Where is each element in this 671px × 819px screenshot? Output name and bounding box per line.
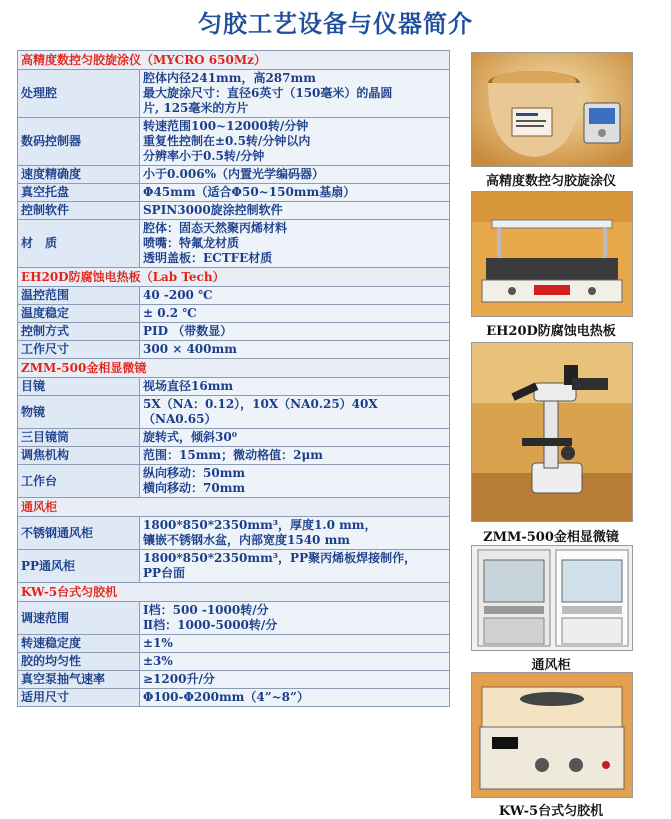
hotplate-photo [471, 191, 633, 317]
spec-label: 调速范围 [18, 602, 140, 635]
spec-row [18, 550, 450, 583]
spec-row [18, 118, 450, 166]
spec-value [140, 602, 450, 635]
spec-value-line: I档：500 -1000转/分 [143, 603, 269, 617]
spec-row [18, 305, 450, 323]
spec-value-line: Φ45mm（适合Φ50~150mm基扇） [143, 185, 356, 199]
spec-label: PP通风柜 [18, 550, 140, 583]
page-title: 匀胶工艺设备与仪器简介 [198, 10, 473, 38]
section-heading-row [18, 498, 450, 517]
spec-value-line: PID （带数显） [143, 324, 233, 338]
spec-value-line: 范围：15mm；微动格值：2μm [143, 448, 323, 462]
photo-caption-1: 高精度数控匀胶旋涂仪 [485, 174, 616, 189]
spec-label: 温度稳定 [18, 305, 140, 323]
spec-value-line: Ⅱ档：1000-5000转/分 [143, 618, 278, 632]
spec-row [18, 202, 450, 220]
spec-value-line: 旋转式，倾斜30⁰ [143, 430, 237, 444]
spec-value-line: 视场直径16mm [143, 379, 234, 393]
section-heading-row [18, 51, 450, 70]
spec-label: 调焦机构 [18, 447, 140, 465]
spec-value-line: 转速范围100~12000转/分钟 [143, 119, 309, 133]
spec-label: 处理腔 [18, 70, 140, 118]
spec-row [18, 220, 450, 268]
spec-label: 适用尺寸 [18, 689, 140, 707]
spec-value-line: 纵向移动：50mm [143, 466, 246, 480]
spec-label: 控制软件 [18, 202, 140, 220]
spec-value-line: PP台面 [143, 566, 186, 580]
spec-value-line: 重复性控制在±0.5转/分钟以内 [143, 134, 311, 148]
spec-label: 真空托盘 [18, 184, 140, 202]
spec-value-line: 腔体内径241mm，高287mm [143, 71, 316, 85]
spec-value [140, 202, 450, 220]
spec-label: 材 质 [18, 220, 140, 268]
spec-value [140, 671, 450, 689]
spec-value [140, 323, 450, 341]
spec-value [140, 70, 450, 118]
spec-value-line: ≥1200升/分 [143, 672, 215, 686]
spec-label: 工作尺寸 [18, 341, 140, 359]
spec-value-line: 1800*850*2350mm³，厚度1.0 mm， [143, 518, 377, 532]
photo-caption-5: KW-5台式匀胶机 [498, 804, 604, 819]
spec-value [140, 118, 450, 166]
spec-row [18, 517, 450, 550]
spec-row [18, 396, 450, 429]
spec-value [140, 653, 450, 671]
spec-value [140, 447, 450, 465]
spec-label: 工作台 [18, 465, 140, 498]
spec-label: 温控范围 [18, 287, 140, 305]
spec-value [140, 635, 450, 653]
spec-value [140, 429, 450, 447]
spec-label: 三目镜筒 [18, 429, 140, 447]
spec-value-line: 1800*850*2350mm³，PP聚丙烯板焊接制作， [143, 551, 417, 565]
spec-value-line: （NA0.65） [143, 412, 217, 426]
spec-label: 物镜 [18, 396, 140, 429]
spec-value-line: ± 0.2 ℃ [143, 306, 197, 320]
section-heading: ZMM-500金相显微镜 [18, 359, 450, 378]
spec-label: 转速稳定度 [18, 635, 140, 653]
spec-row [18, 429, 450, 447]
spec-row [18, 70, 450, 118]
spec-value-line: Φ100-Φ200mm（4”~8”） [143, 690, 309, 704]
spec-value [140, 550, 450, 583]
spec-label: 控制方式 [18, 323, 140, 341]
spec-row [18, 378, 450, 396]
spec-row [18, 635, 450, 653]
spec-value-line: 透明盖板：ECTFE材质 [143, 251, 273, 265]
spec-value [140, 305, 450, 323]
spec-value-line: ±1% [143, 636, 173, 650]
spec-label: 数码控制器 [18, 118, 140, 166]
spec-row [18, 166, 450, 184]
section-heading: EH20D防腐蚀电热板（Lab Tech） [18, 268, 450, 287]
section-heading: KW-5台式匀胶机 [18, 583, 450, 602]
photo-caption-2: EH20D防腐蚀电热板 [486, 324, 616, 339]
spec-value-line: ±3% [143, 654, 173, 668]
spec-value [140, 220, 450, 268]
spec-row [18, 287, 450, 305]
spec-value [140, 396, 450, 429]
spec-row [18, 671, 450, 689]
spec-label: 真空泵抽气速率 [18, 671, 140, 689]
spec-value-line: 镶嵌不锈钢水盆，内部宽度1540 mm [143, 533, 350, 547]
spec-table [17, 50, 450, 707]
section-heading: 通风柜 [18, 498, 450, 517]
spec-value [140, 287, 450, 305]
spec-value-line: 腔体：固态天然聚丙烯材料 [143, 221, 288, 235]
spec-row [18, 447, 450, 465]
spec-label: 不锈钢通风柜 [18, 517, 140, 550]
spec-value [140, 166, 450, 184]
spec-value [140, 689, 450, 707]
spec-value [140, 184, 450, 202]
spec-value-line: 300 × 400mm [143, 342, 237, 356]
section-heading-row [18, 359, 450, 378]
section-heading-row [18, 583, 450, 602]
spec-value-line: 5X（NA：0.12），10X（NA0.25）40X [143, 397, 378, 411]
spec-row [18, 184, 450, 202]
spec-row [18, 323, 450, 341]
spec-value-line: 最大旋涂尺寸：直径6英寸（150毫米）的晶圆 [143, 86, 393, 100]
spec-label: 速度精确度 [18, 166, 140, 184]
spec-value-line: 分辨率小于0.5转/分钟 [143, 149, 265, 163]
spec-value-line: 40 -200 ℃ [143, 288, 213, 302]
spec-row [18, 689, 450, 707]
spec-label: 胶的均匀性 [18, 653, 140, 671]
tabletop-spin-coater-photo [471, 672, 633, 798]
spec-value-line: SPIN3000旋涂控制软件 [143, 203, 283, 217]
photo-caption-3: ZMM-500金相显微镜 [483, 530, 619, 545]
spec-value [140, 341, 450, 359]
spin-coater-photo [471, 52, 633, 167]
spec-value-line: 片, 125毫米的方片 [143, 101, 249, 115]
spec-label: 目镜 [18, 378, 140, 396]
spec-row [18, 653, 450, 671]
spec-row [18, 602, 450, 635]
spec-value [140, 517, 450, 550]
photo-caption-4: 通风柜 [531, 658, 571, 673]
section-heading-row [18, 268, 450, 287]
spec-value [140, 465, 450, 498]
fume-hood-photo [471, 545, 633, 651]
microscope-photo [471, 342, 633, 522]
spec-value-line: 横向移动：70mm [143, 481, 246, 495]
section-heading: 高精度数控匀胶旋涂仪（MYCRO 650Mz） [18, 51, 450, 70]
spec-value-line: 小于0.006%（内置光学编码器） [143, 167, 324, 181]
spec-row [18, 465, 450, 498]
spec-value [140, 378, 450, 396]
spec-value-line: 喷嘴：特氟龙材质 [143, 236, 240, 250]
spec-row [18, 341, 450, 359]
